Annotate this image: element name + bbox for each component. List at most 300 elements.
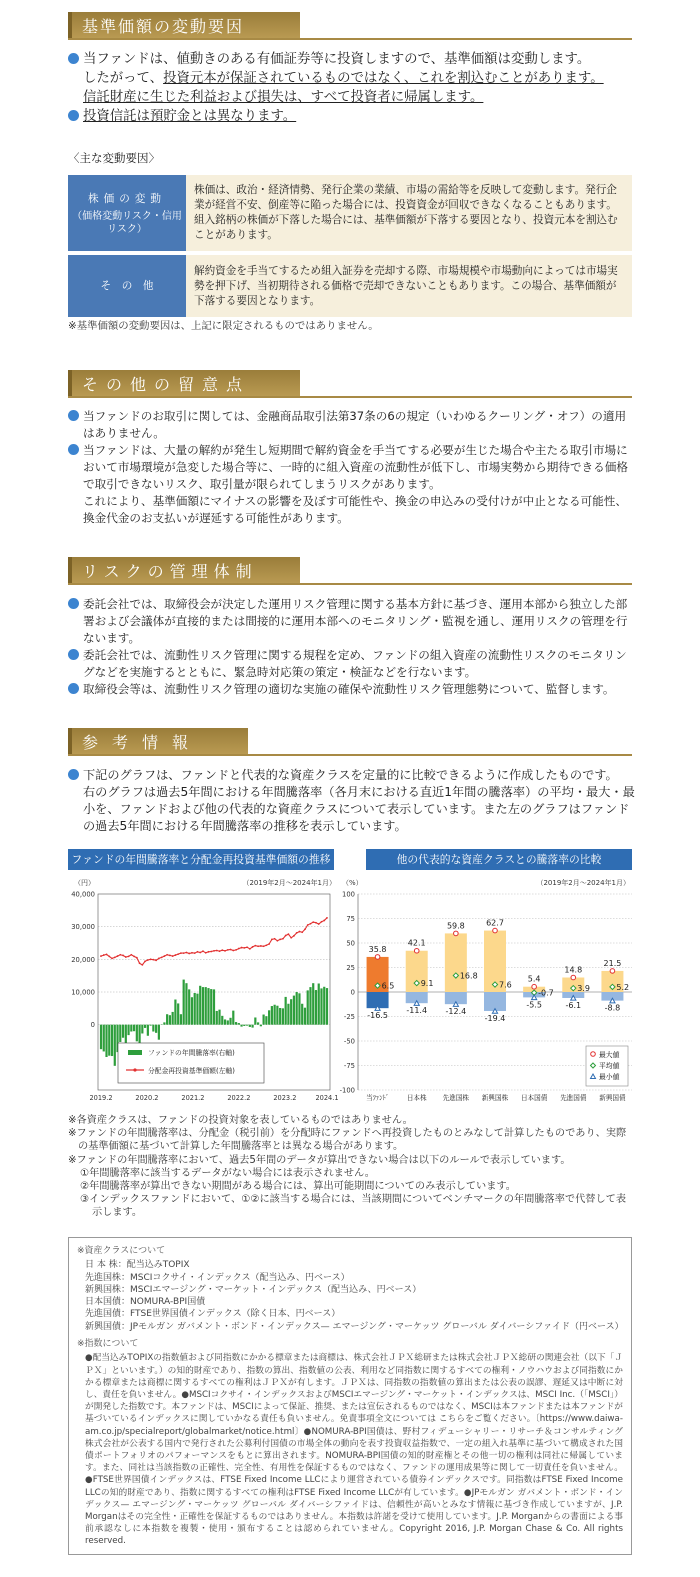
nav-point xyxy=(288,933,290,935)
nav-point xyxy=(166,954,168,956)
nav-point xyxy=(199,952,201,954)
section-rule xyxy=(68,583,632,585)
fund-return-bar xyxy=(238,1023,240,1025)
right-legend xyxy=(586,1046,628,1086)
right-x-tick: 新興国株 xyxy=(481,1094,509,1102)
s1-p2b: 投資元本が保証されているものではなく、これを割込むことがあります。 xyxy=(163,71,604,86)
nav-point xyxy=(268,943,270,945)
fund-return-bar xyxy=(205,987,207,1025)
fund-return-bar xyxy=(279,1008,281,1025)
max-bar xyxy=(445,933,467,992)
nav-point xyxy=(133,955,135,957)
s2-p1: 当ファンドのお取引に関しては、金融商品取引法第37条の6の規定（いわゆるクーリング・オフ）の適用はありません。 xyxy=(83,409,627,440)
fund-return-bar xyxy=(243,1025,245,1026)
max-marker xyxy=(454,931,459,936)
fund-return-bar xyxy=(309,987,311,1025)
right-y-tick: -100 xyxy=(339,1086,355,1095)
fund-return-bar xyxy=(169,1015,171,1024)
nav-point xyxy=(141,964,143,966)
legend-line-label: 分配金再投資基準価額(左軸) xyxy=(148,1067,235,1075)
fund-return-bar xyxy=(274,1005,276,1025)
fund-return-bar xyxy=(296,992,298,1025)
fund-return-bar xyxy=(196,994,198,1025)
nav-point xyxy=(246,946,248,948)
fund-return-bar xyxy=(191,997,193,1024)
ref-asset-item: 先進国債：FTSE世界国債インデックス（除く日本、円ベース） xyxy=(85,1309,341,1320)
right-chart xyxy=(336,872,634,1110)
nav-point xyxy=(307,924,309,926)
fund-return-bar xyxy=(155,1025,157,1033)
section-rule xyxy=(68,754,632,756)
nav-point xyxy=(191,952,193,954)
nav-point xyxy=(290,937,292,939)
nav-point xyxy=(117,955,119,957)
min-value-label: -11.4 xyxy=(406,1006,428,1016)
chart-note-5: ②年間騰落率が算出できない期間がある場合には、算出可能期間についてのみ表示しています。 xyxy=(80,1181,516,1193)
s3-p2: 委託会社では、流動性リスク管理に関する規程を定め、ファンドの組入資産の流動性リスクのモニタリングなどを実施するとともに、緊急時対応策の策定・検証などを行ないます。 xyxy=(83,648,627,679)
fund-return-bar xyxy=(287,1004,289,1025)
nav-point xyxy=(235,949,237,951)
section-rule xyxy=(68,396,632,398)
right-period: （2019年2月～2024年1月） xyxy=(536,879,630,887)
fund-return-bar xyxy=(216,1011,218,1025)
left-x-tick: 2021.2 xyxy=(181,1094,205,1102)
legend-bar-label: ファンドの年間騰落率(右軸) xyxy=(148,1049,235,1057)
risk-label-stock-sub: （価格変動リスク・信用リスク） xyxy=(72,210,182,235)
nav-point xyxy=(155,959,157,961)
section-title-reference: 参考情報 xyxy=(68,728,248,754)
nav-point xyxy=(271,939,273,941)
section-title-other-notes: その他の留意点 xyxy=(68,370,300,396)
s3-item-2 xyxy=(68,647,636,681)
left-x-tick: 2024.1 xyxy=(315,1094,339,1102)
fund-return-bar xyxy=(240,1025,242,1027)
fund-return-bar xyxy=(318,984,320,1025)
left-y-tick: 30,000 xyxy=(71,923,95,932)
nav-point xyxy=(213,950,215,952)
fund-return-bar xyxy=(307,990,309,1024)
right-y-tick: 75 xyxy=(346,915,355,923)
nav-point xyxy=(279,939,281,941)
left-period: （2019年2月～2024年1月） xyxy=(242,879,336,887)
nav-point xyxy=(169,955,171,957)
fund-return-bar xyxy=(268,1010,270,1024)
nav-point xyxy=(312,921,314,923)
chart-notes xyxy=(68,1114,636,1220)
fund-return-bar xyxy=(111,1025,113,1056)
nav-point xyxy=(186,952,188,954)
fund-return-bar xyxy=(227,1020,229,1024)
left-x-tick: 2022.2 xyxy=(227,1094,251,1102)
left-y-tick: 20,000 xyxy=(71,955,95,964)
left-chart-header: ファンドの年間騰落率と分配金再投資基準価額の推移 xyxy=(68,849,334,870)
risk-label-stock-main: 株価の変動 xyxy=(88,192,166,205)
fund-return-bar xyxy=(251,1025,253,1028)
nav-point xyxy=(122,955,124,957)
fund-return-bar xyxy=(199,986,201,1025)
s1-line-4 xyxy=(68,107,636,126)
nav-point xyxy=(130,954,132,956)
index-reference-box xyxy=(68,1237,632,1555)
chart-note-3: ※ファンドの年間騰落率において、過去5年間のデータが算出できない場合は以下のルールで表示しています。 xyxy=(68,1154,571,1166)
s2-item-2 xyxy=(68,442,636,493)
max-value-label: 14.8 xyxy=(564,965,583,975)
fund-return-bar xyxy=(232,1011,234,1025)
risk-row-stock xyxy=(68,175,632,251)
ref-asset-heading: ※資産クラスについて xyxy=(77,1246,166,1256)
nav-point xyxy=(175,954,177,956)
fund-return-bar xyxy=(194,993,196,1025)
nav-point xyxy=(136,957,138,959)
risk-label-stock xyxy=(68,175,186,251)
fund-return-bar xyxy=(320,988,322,1024)
left-y-tick: 10,000 xyxy=(71,988,95,997)
max-value-label: 42.1 xyxy=(407,938,426,948)
avg-value-label: 6.5 xyxy=(381,981,395,991)
max-marker xyxy=(375,955,380,960)
nav-point xyxy=(216,950,218,952)
right-chart-header: 他の代表的な資産クラスとの騰落率の比較 xyxy=(366,849,632,870)
section-rule xyxy=(68,38,632,40)
nav-point xyxy=(318,923,320,925)
s4-p1: 下記のグラフは、ファンドと代表的な資産クラスを定量的に比較できるように作成したものです。 xyxy=(83,768,618,782)
nav-point xyxy=(205,952,207,954)
nav-point xyxy=(128,955,130,957)
right-x-tick: 日本国債 xyxy=(520,1094,548,1102)
risk-label-other: そ の 他 xyxy=(68,255,186,317)
right-x-tick: 先進国株 xyxy=(442,1094,470,1102)
fund-return-bar xyxy=(185,983,187,1024)
fund-return-bar xyxy=(127,1025,129,1035)
right-x-tick: 当ﾌｧﾝﾄﾞ xyxy=(366,1094,390,1102)
fund-return-bar xyxy=(136,1025,138,1042)
nav-point xyxy=(150,958,152,960)
avg-value-label: 16.8 xyxy=(459,971,478,981)
legend-avg-label: 平均値 xyxy=(599,1062,620,1070)
fund-return-bar xyxy=(218,1010,220,1025)
fund-return-bar xyxy=(257,1022,259,1024)
nav-point xyxy=(125,956,127,958)
fund-return-bar xyxy=(152,1025,154,1032)
chart-note-2: ※ファンドの年間騰落率は、分配金（税引前）を分配時にファンドへ再投資したものとみなして計算したものであり、実際の基準価額に基づいて計算した年間騰落率とは異なる場合があります。 xyxy=(68,1128,627,1153)
min-value-label: -8.8 xyxy=(604,1003,621,1013)
s1-subheading: 〈主な変動要因〉 xyxy=(68,151,160,165)
fund-return-bar xyxy=(224,1019,226,1024)
risk-factor-table xyxy=(68,171,632,321)
risk-row-other xyxy=(68,255,632,317)
s4-body xyxy=(68,767,636,835)
risk-text-stock: 株価は、政治・経済情勢、発行企業の業績、市場の需給等を反映して変動します。発行企業が経営不安、倒産等に陥った場合には、投資資金が回収できなくなることもあります。組入銘柄の株価が下落した場合には、基準価額が下落する要因となり、投資元本を割込むことがあります。 xyxy=(186,175,632,251)
fund-return-bar xyxy=(172,1012,174,1025)
nav-point xyxy=(232,950,234,952)
chart-note-4: ①年間騰落率に該当するデータがない場合には表示されません。 xyxy=(80,1167,375,1179)
nav-point xyxy=(323,920,325,922)
fund-return-bar xyxy=(122,1025,124,1038)
ref-asset-item: 日 本 株：配当込みTOPIX xyxy=(85,1260,190,1271)
bullet-icon xyxy=(68,444,79,455)
fund-return-bar xyxy=(177,1003,179,1024)
nav-point xyxy=(221,949,223,951)
right-y-tick: -75 xyxy=(343,1062,355,1070)
fund-return-bar xyxy=(254,1017,256,1024)
nav-point xyxy=(285,935,287,937)
avg-value-label: -0.7 xyxy=(538,988,554,998)
fund-return-bar xyxy=(235,1022,237,1025)
nav-point xyxy=(144,960,146,962)
fund-return-bar xyxy=(312,983,314,1024)
fund-return-bar xyxy=(210,989,212,1025)
nav-point xyxy=(114,956,116,958)
fund-return-bar xyxy=(271,1006,273,1025)
legend-bar-swatch xyxy=(128,1050,142,1055)
s3-item-1 xyxy=(68,596,636,647)
max-value-label: 5.4 xyxy=(527,974,541,984)
left-y-tick: 40,000 xyxy=(71,890,95,899)
fund-return-bar xyxy=(249,1025,251,1027)
left-y-unit: （円） xyxy=(74,879,95,887)
nav-point xyxy=(161,956,163,958)
legend-min-label: 最小値 xyxy=(599,1073,620,1081)
nav-point xyxy=(219,950,221,952)
ref-asset-item: 日本国債：NOMURA-BPI国債 xyxy=(85,1297,206,1308)
left-chart xyxy=(68,872,340,1110)
fund-return-bar xyxy=(180,1014,182,1024)
left-x-tick: 2019.2 xyxy=(89,1094,113,1102)
bullet-icon xyxy=(68,110,79,121)
nav-point xyxy=(106,954,108,956)
fund-return-bar xyxy=(166,1014,168,1024)
ref-asset-item: 新興国債：JPモルガン ガバメント・ボンド・インデックス— エマージング・マーケッツ グローバル ダイバーシファイド（円ベース） xyxy=(85,1321,624,1332)
nav-point xyxy=(238,948,240,950)
fund-return-bar xyxy=(213,989,215,1024)
nav-point xyxy=(172,955,174,957)
max-value-label: 62.7 xyxy=(486,918,504,928)
nav-point xyxy=(197,951,199,953)
fund-return-bar xyxy=(119,1025,121,1042)
s4-item-1 xyxy=(68,767,636,784)
legend-max-label: 最大値 xyxy=(599,1051,620,1059)
nav-point xyxy=(315,922,317,924)
nav-point xyxy=(100,955,102,957)
max-marker xyxy=(493,928,498,933)
fund-return-bar xyxy=(293,996,295,1025)
avg-value-label: 9.1 xyxy=(420,979,434,989)
s1-p4: 投資信託は預貯金とは異なります。 xyxy=(83,109,297,124)
fund-return-bar xyxy=(304,1008,306,1025)
nav-point xyxy=(208,951,210,953)
fund-return-bar xyxy=(144,1025,146,1028)
nav-point xyxy=(304,928,306,930)
nav-point xyxy=(252,946,254,948)
right-y-tick: -50 xyxy=(343,1037,355,1046)
chart-note-1: ※各資産クラスは、ファンドの投資対象を表しているものではありません。 xyxy=(68,1115,413,1126)
max-value-label: 35.8 xyxy=(368,944,387,954)
max-value-label: 59.8 xyxy=(446,921,465,931)
avg-value-label: 3.9 xyxy=(577,984,591,994)
section-title-risk-management: リスクの管理体制 xyxy=(68,557,300,583)
nav-point xyxy=(265,944,267,946)
fund-return-bar xyxy=(174,1000,176,1025)
fund-return-bar xyxy=(158,1025,160,1040)
max-marker xyxy=(414,948,419,953)
nav-point xyxy=(139,962,141,964)
fund-return-bar xyxy=(315,990,317,1025)
ref-index-heading: ※指数について xyxy=(77,1339,139,1350)
s1-footnote: ※基準価額の変動要因は、上記に限定されるものではありません。 xyxy=(68,320,379,332)
nav-point xyxy=(296,932,298,934)
left-x-tick: 2020.2 xyxy=(135,1094,159,1102)
s3-body xyxy=(68,596,636,698)
min-value-label: -16.5 xyxy=(367,1011,388,1021)
fund-return-bar xyxy=(282,1008,284,1024)
bullet-icon xyxy=(68,769,79,780)
avg-value-label: 7.6 xyxy=(499,980,512,990)
fund-return-bar xyxy=(202,987,204,1025)
fund-return-bar xyxy=(290,999,292,1024)
fund-return-bar xyxy=(229,1018,231,1025)
bullet-icon xyxy=(68,598,79,609)
fund-return-bar xyxy=(301,1004,303,1025)
left-y-tick: 0 xyxy=(90,1021,95,1030)
legend-max-icon xyxy=(591,1052,596,1057)
risk-text-other: 解約資金を手当てするため組入証券を売却する際、市場規模や市場動向によっては市場実勢を押下げ、当初期待される価格で売却できないこともあります。この場合、基準価額が下落する要因となります。 xyxy=(186,255,632,317)
fund-return-bar xyxy=(103,1025,105,1052)
right-y-tick: 25 xyxy=(346,964,355,972)
nav-point xyxy=(274,938,276,940)
nav-point xyxy=(202,950,204,952)
nav-point xyxy=(177,953,179,955)
nav-point xyxy=(158,957,160,959)
fund-return-bar xyxy=(276,1006,278,1025)
right-y-tick: -25 xyxy=(343,1013,355,1021)
fund-return-bar xyxy=(298,993,300,1024)
fund-return-bar xyxy=(105,1025,107,1057)
right-y-tick: 100 xyxy=(342,890,355,899)
nav-point xyxy=(194,952,196,954)
nav-point xyxy=(230,949,232,951)
bullet-icon xyxy=(68,683,79,694)
ref-asset-item: 先進国株：MSCIコクサイ・インデックス（配当込み、円ベース） xyxy=(85,1272,350,1283)
nav-point xyxy=(293,935,295,937)
fund-return-bar xyxy=(221,1016,223,1025)
nav-point xyxy=(163,955,165,957)
nav-point xyxy=(180,952,182,954)
fund-return-bar xyxy=(114,1025,116,1066)
fund-return-bar xyxy=(285,997,287,1025)
right-y-tick: 0 xyxy=(350,988,355,997)
nav-point xyxy=(321,921,323,923)
s1-intro xyxy=(68,50,636,126)
right-x-tick: 先進国債 xyxy=(560,1094,587,1102)
section-title-nav-factors: 基準価額の変動要因 xyxy=(68,12,300,38)
right-x-tick: 新興国債 xyxy=(599,1094,626,1102)
fund-return-bar xyxy=(141,1025,143,1034)
nav-point xyxy=(119,954,121,956)
fund-return-bar xyxy=(260,1025,262,1027)
max-marker xyxy=(571,975,576,980)
s2-body xyxy=(68,408,636,527)
s1-p1: 当ファンドは、値動きのある有価証券等に投資しますので、基準価額は変動します。 xyxy=(83,52,591,67)
s1-line-1 xyxy=(68,50,636,69)
nav-point xyxy=(299,931,301,933)
nav-point xyxy=(257,945,259,947)
min-value-label: -6.1 xyxy=(565,1000,582,1010)
ref-asset-item: 新興国株：MSCIエマージング・マーケット・インデックス（配当込み、円ベース） xyxy=(85,1284,422,1295)
nav-point xyxy=(111,957,113,959)
fund-return-bar xyxy=(147,1025,149,1036)
nav-point xyxy=(210,951,212,953)
nav-point xyxy=(224,950,226,952)
s2-item-1 xyxy=(68,408,636,442)
right-y-unit: （%） xyxy=(342,879,363,887)
fund-return-bar xyxy=(246,1025,248,1026)
nav-point xyxy=(103,954,105,956)
fund-return-bar xyxy=(263,1015,265,1025)
min-value-label: -5.5 xyxy=(526,1000,542,1010)
nav-point xyxy=(282,938,284,940)
ref-index-body: ●配当込みTOPIXの指数値および同指数にかかる標章または商標は、株式会社ＪＰＸ総研または株式会社ＪＰＸ総研の関連会社（以下「ＪＰＸ」といいます。）の知的財産であり、指数の算出、指数値の公表、利用など同指数に関するすべての権利・ノウハウおよび同指数にかかる標章または商標に関するすべての権利はＪＰＸが有します。ＪＰＸは、同指数の指数値の算出または公表の誤謬、遅延又は中断に対し、責任を負いません。●MSCIコクサイ・インデックスおよびMSCIエマージング・マーケット・インデックスは、MSCI Inc.（「MSCI」）が開発した指数です。本ファンドは、MSCIによって保証、推奨、または宣伝されるものではなく、MSCIは本ファンドまたは本ファンドが基づいているインデックスに関していかなる責任も負いません。免責事項全文については こちらをご覧ください。〔https://www.daiwa-am.co.jp/specialreport/globalmarket/notice.html〕●NOMURA-BPI国債は、野村フィデューシャリー・リサーチ＆コンサルティング株式会社が公表する国内で発行された公募利付国債の市場全体の動向を表す投資収益指数で、一定の組入れ基準に基づいて構成された国債ポートフォリオのパフォーマンスをもとに算出されます。NOMURA-BPI国債の知的財産権とその他一切の権利は同社に帰属しています。また、同社は当該指数の正確性、完全性、有用性を保証するものではなく、ファンドの運用成果等に関して一切責任を負いません。●FTSE世界国債インデックスは、FTSE Fixed Income LLCにより運営されている債券インデックスです。同指数はFTSE Fixed Income LLCの知的財産であり、指数に関するすべての権利はFTSE Fixed Income LLCが有しています。●JPモルガン ガバメント・ボンド・インデックス— エマージング・マーケッツ グローバル ダイバーシファイドは、信頼性が高いとみなす情報に基づき作成していますが、J.P. Morganはその完全性・正確性を保証するものではありません。本指数は許諾を受けて使用しています。J.P. Morganからの書面による事前承認なしに本指数を複製・使用・頒布することは認められていません。Copyright 2016, J.P. Morgan Chase & Co. All rights reserved. xyxy=(85,1353,623,1547)
fund-return-bar xyxy=(323,987,325,1025)
left-legend xyxy=(118,1043,264,1083)
s2-p2: 当ファンドは、大量の解約が発生し短期間で解約資金を手当てする必要が生じた場合や主たる取引市場において市場環境が急変した場合等に、一時的に組入資産の流動性が低下し、市場実勢から期待できる価格で取引できないリスク、取引量が限られてしまうリスクがあります。 xyxy=(83,443,628,491)
s3-item-3 xyxy=(68,681,636,698)
fund-return-bar xyxy=(207,988,209,1025)
s1-p3: 信託財産に生じた利益および損失は、すべて投資者に帰属します。 xyxy=(83,90,484,105)
bullet-icon xyxy=(68,649,79,660)
legend-line-dot xyxy=(133,1068,136,1071)
s4-p2: 右のグラフは過去5年間における年間騰落率（各月末における直近1年間の騰落率）の平均・最大・最小を、ファンドおよび他の代表的な資産クラスについて表示しています。また左のグラフはファンドの過去5年間における年間騰落率の推移を表示しています。 xyxy=(83,785,635,833)
max-marker xyxy=(610,969,615,974)
nav-point xyxy=(310,923,312,925)
s3-p3: 取締役会等は、流動性リスク管理の適切な実施の確保や流動性リスク管理態勢について、監督します。 xyxy=(83,682,615,696)
left-x-tick: 2023.2 xyxy=(273,1094,297,1102)
chart-note-6: ③インデックスファンドにおいて、①②に該当する場合には、当該期間についてベンチマークの年間騰落率で代替して表示します。 xyxy=(80,1194,627,1219)
fund-return-bar xyxy=(108,1025,110,1056)
nav-point xyxy=(241,947,243,949)
fund-return-bar xyxy=(150,1025,152,1026)
fund-return-bar xyxy=(133,1025,135,1032)
nav-point xyxy=(152,959,154,961)
max-marker xyxy=(532,984,537,989)
nav-point xyxy=(260,945,262,947)
nav-point xyxy=(254,945,256,947)
max-value-label: 21.5 xyxy=(603,958,622,968)
bullet-icon xyxy=(68,53,79,64)
fund-return-bar xyxy=(265,1016,267,1024)
fund-return-bar xyxy=(188,989,190,1024)
nav-point xyxy=(263,945,265,947)
nav-point xyxy=(147,959,149,961)
right-x-tick: 日本株 xyxy=(406,1094,427,1102)
fund-return-bar xyxy=(130,1025,132,1032)
fund-return-bar xyxy=(183,980,185,1025)
s1-line-2 xyxy=(68,69,636,88)
right-y-tick: 50 xyxy=(346,939,355,948)
s3-p1: 委託会社では、取締役会が決定した運用リスク管理に関する基本方針に基づき、運用本部から独立した部署および会議体が直接的または間接的に運用本部へのモニタリング・監視を通し、運用リスクの管理を行ないます。 xyxy=(83,597,628,645)
min-value-label: -12.4 xyxy=(445,1007,467,1017)
nav-point xyxy=(276,940,278,942)
bullet-icon xyxy=(68,410,79,421)
s2-p3: これにより、基準価額にマイナスの影響を及ぼす可能性や、換金の申込みの受付けが中止となる可能性、換金代金のお支払いが遅延する可能性があります。 xyxy=(83,494,627,525)
nav-point xyxy=(227,949,229,951)
nav-point xyxy=(108,955,110,957)
fund-return-bar xyxy=(100,1025,102,1050)
nav-point xyxy=(326,917,328,919)
nav-point xyxy=(249,948,251,950)
nav-point xyxy=(301,931,303,933)
nav-point xyxy=(188,953,190,955)
avg-value-label: 5.2 xyxy=(616,982,630,992)
